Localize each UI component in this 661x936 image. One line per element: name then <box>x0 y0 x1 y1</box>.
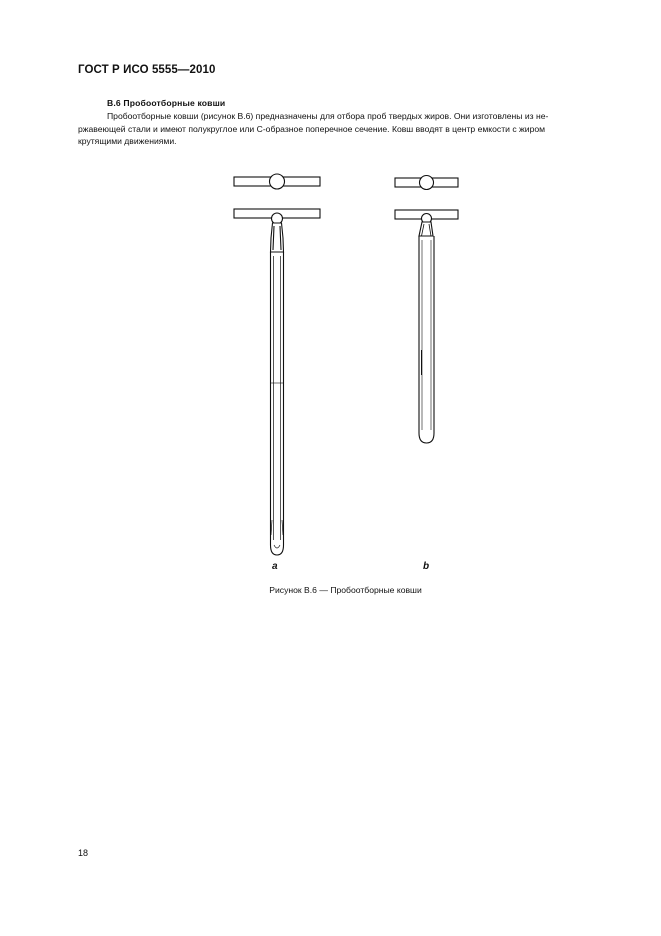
figure-caption: Рисунок В.6 — Пробоотборные ковши <box>269 585 422 595</box>
section-title: B.6 Пробоотборные ковши <box>107 98 226 108</box>
figure-label-b: b <box>423 561 430 572</box>
figure-label-a: a <box>272 561 278 572</box>
scoop-b-side-view <box>395 210 458 443</box>
scoop-b-top-view <box>395 176 458 190</box>
page-number: 18 <box>78 848 89 858</box>
scoop-a-side-view <box>234 209 320 555</box>
document-header: ГОСТ Р ИСО 5555—2010 <box>78 64 216 76</box>
paragraph-line: ржавеющей стали и имеют полукруглое или С-образное поперечное сечение. Ковш вводят в центр емкости с жиром <box>78 123 546 134</box>
paragraph-line: Пробоотборные ковши (рисунок В.6) предназначены для отбора проб твердых жиров. Они изготовлены из не- <box>107 111 549 121</box>
paragraph-line: крутящими движениями. <box>78 136 177 147</box>
scoop-a-top-view <box>234 174 320 189</box>
